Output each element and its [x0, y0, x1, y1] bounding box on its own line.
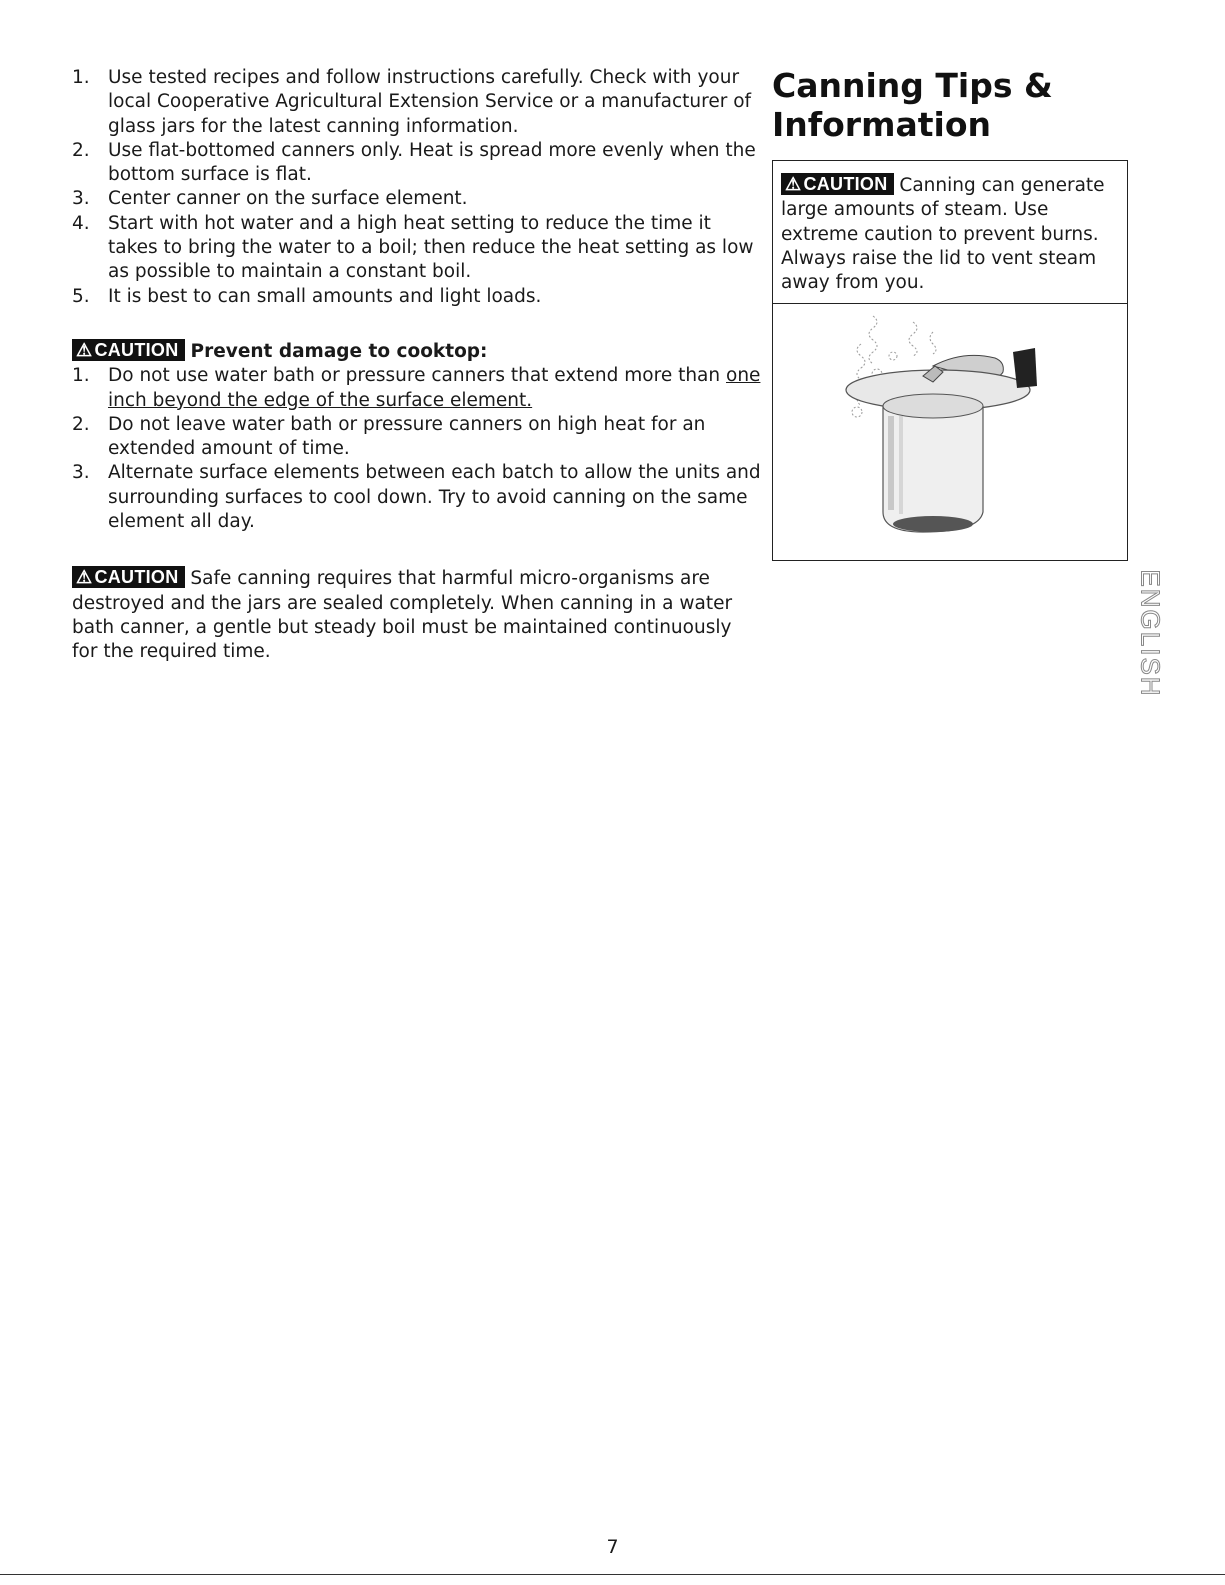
list-item [72, 413, 762, 462]
list-text: Use tested recipes and follow instructions carefully. Check with your local Cooperative Agricultural Extension Service or a manufacturer of glass jars for the latest canning information. [108, 67, 752, 137]
prevent-damage-list [72, 364, 762, 534]
list-text: Alternate surface elements between each batch to allow the units and surrounding surfaces to cool down. Try to avoid canning on the same element all day. [108, 462, 761, 533]
caution-label: CAUTION [94, 339, 179, 360]
list-item [72, 66, 762, 139]
list-item [72, 364, 762, 413]
list-text: Center canner on the surface element. [108, 188, 468, 210]
canner-illustration [773, 304, 1127, 560]
list-number: 3. [72, 188, 90, 210]
caution-label: CAUTION [94, 567, 179, 588]
list-number: 1. [72, 67, 90, 88]
caution-badge [781, 173, 894, 195]
caution-label: CAUTION [803, 174, 888, 194]
main-content [72, 66, 762, 665]
list-item [72, 139, 762, 188]
canner-pot-icon [883, 406, 983, 532]
bottom-rule [0, 1574, 1225, 1575]
steam-caution-text-block [773, 161, 1127, 304]
safe-canning-caution [72, 566, 762, 664]
language-label: ENGLISH [1135, 568, 1166, 698]
caution-badge [72, 339, 185, 361]
steam-caution-box [772, 160, 1128, 561]
list-text: Start with hot water and a high heat setting to reduce the time it takes to bring the water to a boil; then reduce the heat setting as low as possible to maintain a constant boil. [108, 212, 754, 283]
safe-canning-text: Safe canning requires that harmful micro-organisms are destroyed and the jars are sealed completely. When canning in a water bath canner, a gentle but steady boil must be maintained continuously for the required time. [72, 568, 733, 663]
caution-badge [72, 566, 185, 588]
list-number: 2. [72, 139, 90, 161]
list-text: It is best to can small amounts and light loads. [108, 285, 542, 307]
page-number: 7 [606, 1536, 619, 1558]
list-text: Do not leave water bath or pressure canners on high heat for an extended amount of time. [108, 413, 706, 460]
sidebar [772, 66, 1130, 561]
list-number: 4. [72, 212, 90, 234]
list-item [72, 461, 762, 534]
list-number: 2. [72, 413, 90, 435]
list-text: Do not use water bath or pressure canners that extend more than [108, 365, 726, 387]
section-title: Canning Tips & Information [772, 66, 1053, 144]
warning-icon: ⚠ [76, 567, 93, 588]
list-item [72, 187, 762, 211]
underlined-text: one inch beyond the edge of the surface element. [108, 365, 761, 411]
canning-steps-list [72, 66, 762, 309]
list-text: Use flat-bottomed canners only. Heat is spread more evenly when the bottom surface is flat. [108, 139, 756, 186]
prevent-heading: Prevent damage to cooktop: [190, 340, 488, 362]
list-number: 5. [72, 285, 90, 307]
prevent-heading-line [72, 339, 762, 364]
language-side-tab [1130, 568, 1170, 698]
list-item [72, 285, 762, 309]
warning-icon: ⚠ [785, 174, 802, 194]
prevent-damage-section [72, 339, 762, 534]
warning-icon: ⚠ [76, 339, 93, 360]
list-number: 1. [72, 365, 90, 387]
list-number: 3. [72, 462, 90, 484]
steam-caution-text: Canning can generate large amounts of steam. Use extreme caution to prevent burns. Always raise the lid to vent steam away from you. [781, 175, 1105, 294]
list-item [72, 212, 762, 285]
handle-icon [1013, 348, 1037, 388]
canner-steam-svg [773, 304, 1127, 560]
